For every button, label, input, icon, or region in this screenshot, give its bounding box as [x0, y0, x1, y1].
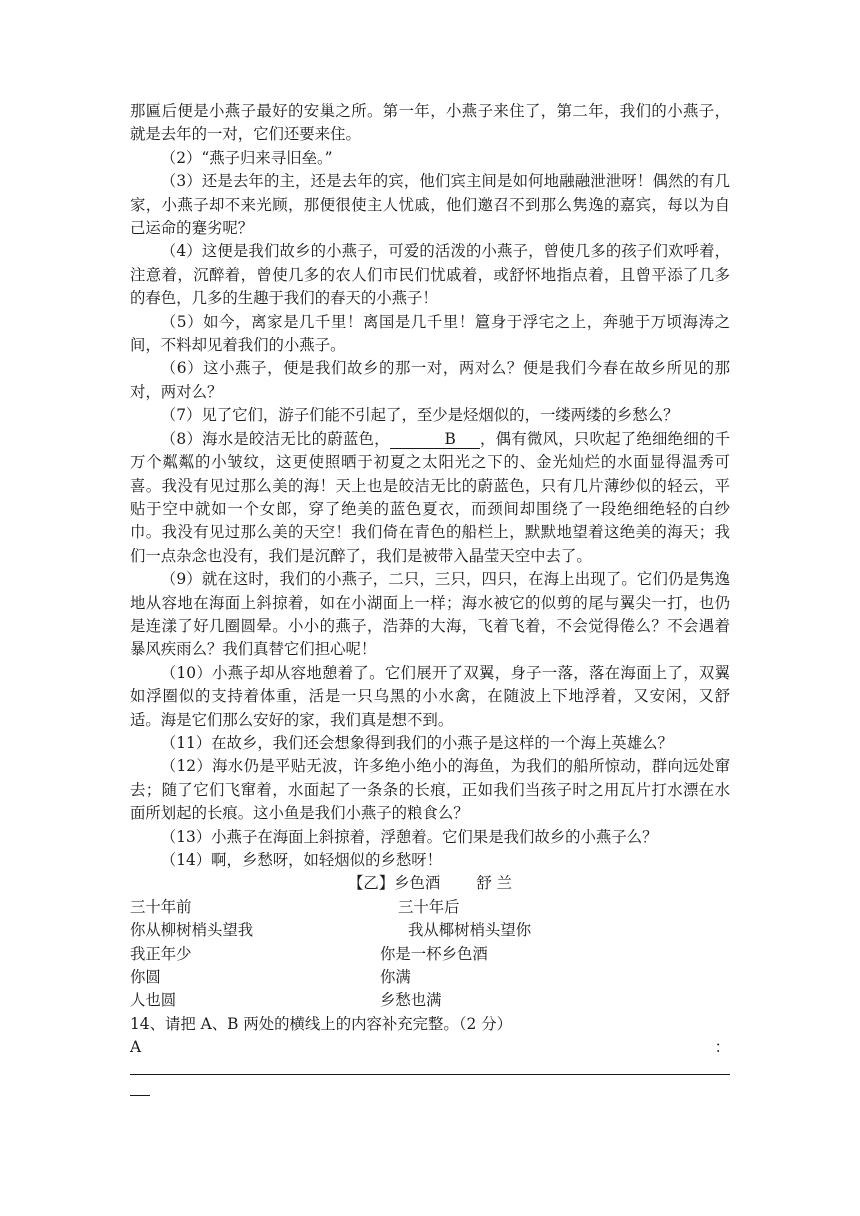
blank-b: B — [390, 431, 480, 449]
poem-row — [130, 989, 730, 1012]
paragraph-11: （11）在故乡，我们还会想象得到我们的小燕子是这样的一个海上英雄么？ — [160, 733, 673, 752]
paragraph-9: （9）就在这时，我们的小燕子，二只，三只，四只，在海上出现了。它们仍是隽逸地从容地在海面上斜掠着，如在小湖面上一样；海水被它的似剪的尾与翼尖一打，也仍是连漾了好几圈圆晕。小小的燕子，浩莽的大海，飞着飞着，不会觉得倦么？不会遇着暴风疾雨么？我们真替它们担心呢！ — [130, 570, 730, 659]
paragraph-8 — [130, 428, 730, 568]
poem-row — [130, 943, 730, 966]
answer-line-tail — [130, 1095, 150, 1096]
poem-row — [130, 896, 730, 919]
poem-heading — [130, 872, 730, 895]
answer-line[interactable] — [130, 1074, 730, 1075]
poem-line-left: 三十年前 — [130, 897, 192, 916]
poem-author: 舒 兰 — [476, 874, 513, 893]
poem-line-left: 你从柳树梢头望我 — [130, 921, 254, 940]
answer-a-row — [130, 1036, 730, 1059]
answer-a-label: A — [130, 1038, 142, 1057]
paragraph-13: （13）小燕子在海面上斜掠着，浮憩着。它们果是我们故乡的小燕子么？ — [160, 827, 658, 846]
paragraph-8-rest: ，偶有微风，只吹起了绝细绝细的千万个粼粼的小皱纹，这更使照晒于初夏之太阳光之下的、金光灿烂的水面显得温秀可喜。我没有见过那么美的海！天上也是皎洁无比的蔚蓝色，只有几片薄纱似的轻云，平贴于空中就如一个女郎，穿了绝美的蓝色夏衣，而颈间却围绕了一段绝细绝轻的白纱巾。我没有见过那么美的天空！我们倚在青色的船栏上，默默地望着这绝美的海天；我们一点杂念也没有，我们是沉醉了，我们是被带入晶莹天空中去了。 — [130, 429, 730, 565]
paragraph-4: （4）这便是我们故乡的小燕子，可爱的活泼的小燕子，曾使几多的孩子们欢呼着，注意着，沉醉着，曾使几多的农人们市民们忧戚着，或舒怀地指点着，且曾平添了几多的春色，几多的生趣于我们的春天的小燕子！ — [130, 242, 730, 308]
document-page — [130, 100, 730, 1096]
poem-line-left: 你圆 — [130, 967, 161, 986]
paragraph-3: （3）还是去年的主，还是去年的宾，他们宾主间是如何地融融泄泄呀！偶然的有几家，小燕子却不来光顾，那便很使主人忧戚，他们邀召不到那么隽逸的嘉宾，每以为自己运命的蹇劣呢？ — [130, 172, 730, 238]
poem-line-right: 乡愁也满 — [380, 991, 442, 1010]
answer-a-colon: ： — [714, 1038, 730, 1057]
paragraph-6: （6）这小燕子，便是我们故乡的那一对，两对么？便是我们今春在故乡所见的那对，两对么？ — [130, 359, 730, 401]
poem-row — [130, 919, 730, 942]
paragraph-10: （10）小燕子却从容地憩着了。它们展开了双翼，身子一落，落在海面上了，双翼如浮圈似的支持着体重，活是一只乌黑的小水禽，在随波上下地浮着，又安闲，又舒适。海是它们那么安好的家，我们真是想不到。 — [130, 663, 730, 729]
poem-title: 【乙】乡色酒 — [347, 874, 441, 893]
paragraph-1-end: 那匾后便是小燕子最好的安巢之所。第一年，小燕子来住了，第二年，我们的小燕子，就是去年的一对，它们还要来住。 — [130, 102, 730, 144]
poem-row — [130, 966, 730, 989]
paragraph-7: （7）见了它们，游子们能不引起了，至少是烃烟似的，一缕两缕的乡愁么？ — [160, 406, 679, 425]
question-14: 14、请把 A、B 两处的横线上的内容补充完整。（2 分） — [130, 1014, 512, 1033]
poem-line-left: 人也圆 — [130, 991, 177, 1010]
poem-line-right: 我从椰树梢头望你 — [408, 921, 532, 940]
poem-line-right: 三十年后 — [398, 897, 460, 916]
paragraph-8-start: （8）海水是皎洁无比的蔚蓝色， — [160, 429, 390, 448]
poem-line-right: 你满 — [380, 967, 411, 986]
paragraph-12: （12）海水仍是平贴无波，许多绝小绝小的海鱼，为我们的船所惊动，群向远处窜去；随了它们飞窜着，水面起了一条条的长痕，正如我们当孩子时之用瓦片打水漂在水面所划起的长痕。这小鱼是我们小燕子的粮食么？ — [130, 757, 730, 823]
paragraph-2: （2）“燕子归来寻旧垒。” — [160, 148, 333, 167]
paragraph-14: （14）啊，乡愁呀，如轻烟似的乡愁呀！ — [160, 851, 443, 869]
paragraph-5: （5）如今，离家是几千里！离国是几千里！簄身于浮宅之上，奔驰于万顷海涛之间，不料却见着我们的小燕子。 — [130, 312, 730, 355]
poem-line-left: 我正年少 — [130, 944, 192, 963]
poem-line-right: 你是一杯乡色酒 — [380, 944, 488, 963]
